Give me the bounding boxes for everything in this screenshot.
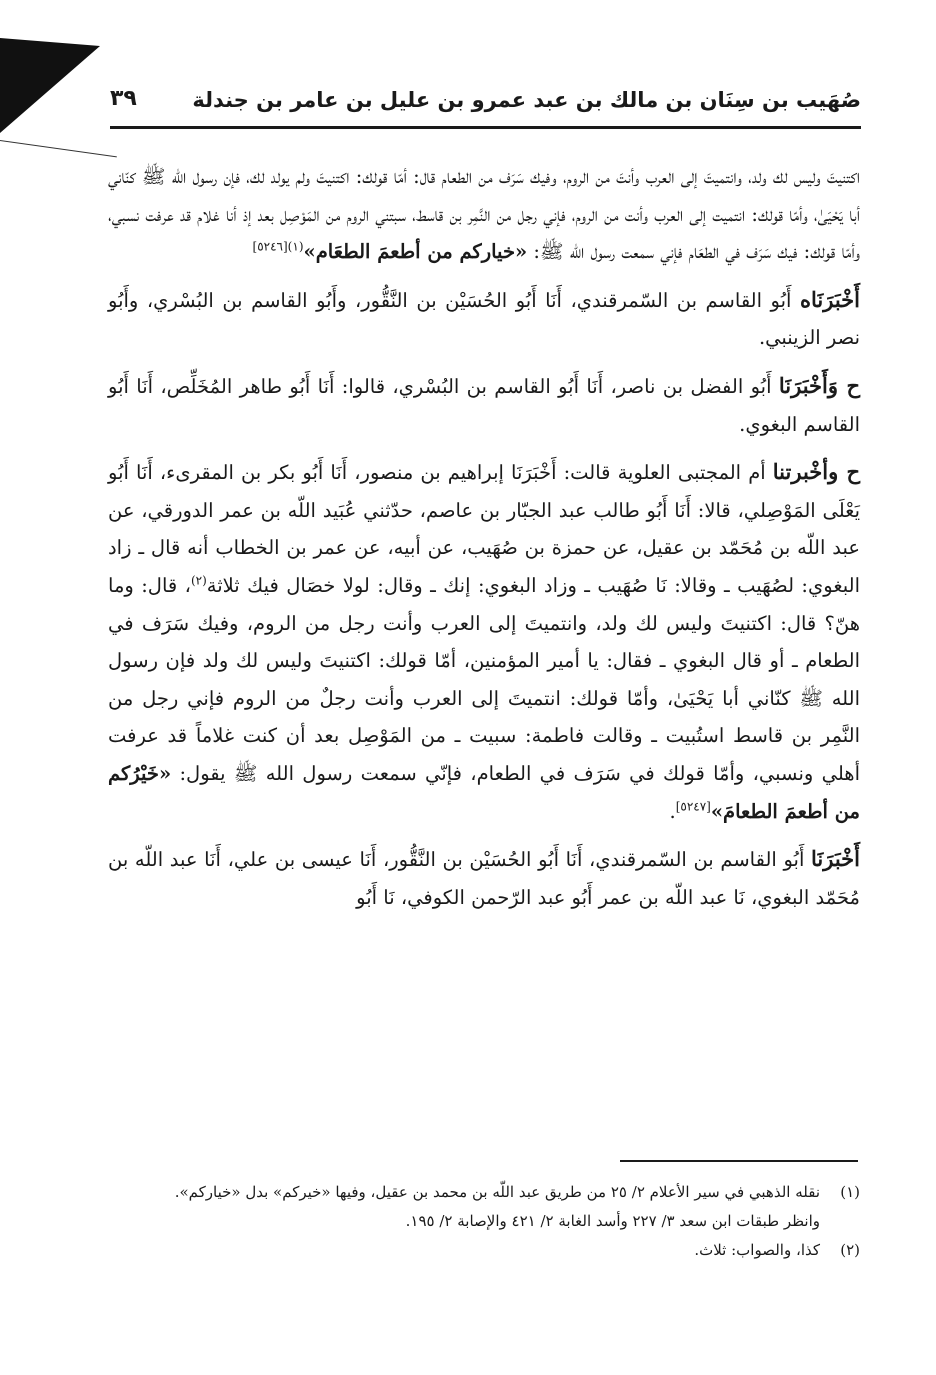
paragraph-5 xyxy=(108,840,860,916)
paragraph-4 xyxy=(108,453,860,830)
header-title: صُهَيب بن سِنَان بن مالك بن عبد عمرو بن عليل بن عامر بن جندلة xyxy=(192,88,861,112)
paragraph-3 xyxy=(108,367,860,443)
paragraph-lead: ح وأخْبرتنا xyxy=(772,459,861,485)
header-rule xyxy=(110,126,861,129)
footnote-text: نقله الذهبي في سير الأعلام ٢/ ٢٥ من طريق عبد اللّه بن محمد بن عقيل، وفيها «خيركم» بدل «خياركم». xyxy=(174,1183,820,1201)
paragraph-text: أَبُو القاسم بن السّمرقندي، أَنَا أَبُو الحُسَيْن بن النَّقُّور، أَنَا عيسى بن علي، أَنَا عبد اللّه بن مُحَمّد البغوي، نَا عبد اللّه بن عمر أَبُو عبد الرّحمن الكوفي، نَا أَبُو xyxy=(108,848,860,909)
paragraph-text: اكتنيتَ وليس لك ولد، وانتميتَ إلى العرب وأنتَ من الروم، وفيك سَرَف من الطعام قال: أمّا قولك: اكتنيتَ ولم يولد لك، فإن رسول الله ﷺ كنّاني أبا يَحْيَىٰ، وأمّا قولك: انتميت إلى العرب وأنت من الروم، فإني رجل من النَّمِر بن قاسط، سبتني الروم من المَوْصِل بعد إذ أنا غلام قد عرفت نسبي، وأمّا قولك: فيك سَرَف في الطعَام فإني سمعت رسول الله ﷺ: xyxy=(108,165,860,264)
reference-mark: [٥٢٤٧] xyxy=(675,799,711,813)
paragraph-text: أَبُو الفضل بن ناصر، أَنَا أَبُو القاسم بن البُسْري، قالوا: أَنَا أَبُو طاهر المُخَلِّص، أَنَا أَبُو القاسم البغوي. xyxy=(108,374,860,436)
footnote-number: (١) xyxy=(840,1183,860,1201)
paragraph-lead: أَخْبَرَنَاه xyxy=(800,286,860,312)
paragraph-tail: . xyxy=(669,799,676,823)
paragraph-lead: ح وَأَخْبَرَنَا xyxy=(778,372,861,398)
paragraph-1 xyxy=(108,158,860,271)
footnote-mark: (٢) xyxy=(190,573,207,588)
footnote-1 xyxy=(108,1178,860,1207)
paragraph-text-continued: ، قال: وما هنّ؟ قال: اكتنيتَ وليس لك ولد، وانتميتَ إلى العرب وأنت رجل من الروم، وفيك سَرَف في الطعام ـ أو قال البغوي ـ فقال: يا أمير المؤمنين، أمّا قولك: اكتنيتَ وليس لك ولد فإن رسول الله ﷺ كنّاني أبا يَحْيَىٰ، وأمّا قولك: انتميتَ إلى العرب وأنت رجلٌ من الروم فإني رجل من النَّمِر بن قاسط استُبيت ـ وقالت فاطمة: سبيت ـ من المَوْصِل بعد أن كنت غلاماً قد عرفت أهلي ونسبي، وأمّا قولك في سَرَف في الطعام، فإنّي سمعت رسول الله ﷺ يقول: xyxy=(108,573,860,785)
paragraph-2 xyxy=(108,281,860,357)
footnote-text: كذا، والصواب: ثلاث. xyxy=(694,1241,820,1259)
footnote-number: (٢) xyxy=(840,1241,860,1259)
footnote-rule xyxy=(620,1160,858,1162)
footnote-2 xyxy=(108,1236,860,1265)
paragraph-text: أم المجتبى العلوية قالت: أَخْبَرَنَا إبراهيم بن منصور، أَنَا أَبُو بكر بن المقرىء، أَنَا أَبُو يَعْلَى المَوْصِلي، قالا: أَنَا أَبُو طالب عبد الجبّار بن عاصم، حدّثني عُبَيد اللّه بن عمر الدورقي، عن عبد اللّه بن مُحَمّد بن عقيل، عن حمزة بن صُهَيب، عن أبيه، عن عمر بن الخطاب أنه قال ـ زاد البغوي: لصُهَيب ـ وقالا: نَا صُهَيب ـ وزاد البغوي: إنك ـ وقال: لولا خصَال فيك ثلاثة xyxy=(108,461,860,597)
footnote-1-continued: وانظر طبقات ابن سعد ٣/ ٢٢٧ وأسد الغابة ٢/ ٤٢١ والإصابة ٢/ ١٩٥. xyxy=(405,1212,820,1230)
main-text xyxy=(108,158,860,916)
footnotes xyxy=(108,1178,860,1265)
corner-mark-icon xyxy=(0,38,110,138)
running-header xyxy=(110,80,861,122)
reference-mark: (١)[٥٢٤٦] xyxy=(252,239,304,254)
hadith-quote: «خَيْرُكم من أطعمَ الطعامَ» xyxy=(108,761,860,823)
paragraph-text: أَبُو القاسم بن السّمرقندي، أَنَا أَبُو الحُسَيْن بن النَّقُّور، وأَبُو القاسم بن البُسْري، وأَبُو نصر الزينبي. xyxy=(108,288,860,350)
page-number: ٣٩ xyxy=(110,86,137,111)
scan-line xyxy=(0,140,117,157)
paragraph-lead: أَخْبَرَنَا xyxy=(811,846,860,872)
hadith-quote: «خياركم من أطعمَ الطعَام» xyxy=(303,240,528,264)
